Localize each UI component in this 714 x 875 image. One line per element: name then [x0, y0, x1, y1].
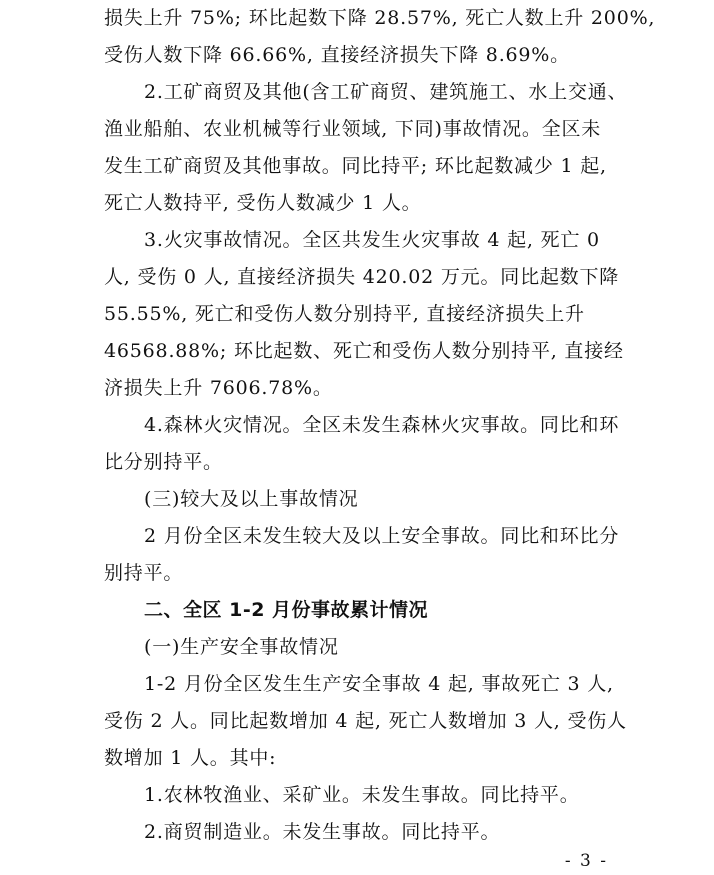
text-line: 发生工矿商贸及其他事故。同比持平; 环比起数减少 1 起, [104, 155, 607, 177]
text-line: 1-2 月份全区发生生产安全事故 4 起, 事故死亡 3 人, [144, 673, 614, 695]
text-line: 数增加 1 人。其中: [104, 747, 277, 769]
subsection-heading: (一)生产安全事故情况 [144, 636, 339, 658]
subsection-heading: (三)较大及以上事故情况 [144, 488, 359, 510]
text-line: 人, 受伤 0 人, 直接经济损失 420.02 万元。同比起数下降 [104, 266, 620, 288]
text-line: 济损失上升 7606.78%。 [104, 377, 333, 399]
text-line: 2.商贸制造业。未发生事故。同比持平。 [144, 821, 501, 843]
text-line: 46568.88%; 环比起数、死亡和受伤人数分别持平, 直接经 [104, 340, 624, 362]
page-number: - 3 - [564, 851, 608, 871]
text-line: 比分别持平。 [104, 451, 223, 473]
text-line: 受伤 2 人。同比起数增加 4 起, 死亡人数增加 3 人, 受伤人 [104, 710, 627, 732]
text-line: 2.工矿商贸及其他(含工矿商贸、建筑施工、水上交通、 [144, 81, 628, 103]
text-line: 渔业船舶、农业机械等行业领域, 下同)事故情况。全区未 [104, 118, 602, 140]
section-heading: 二、全区 1-2 月份事故累计情况 [144, 599, 429, 621]
text-line: 55.55%, 死亡和受伤人数分别持平, 直接经济损失上升 [104, 303, 585, 325]
document-body [104, 0, 656, 851]
text-line: 别持平。 [104, 562, 184, 584]
text-line: 1.农林牧渔业、采矿业。未发生事故。同比持平。 [144, 784, 580, 806]
text-line: 死亡人数持平, 受伤人数减少 1 人。 [104, 192, 422, 214]
text-line: 2 月份全区未发生较大及以上安全事故。同比和环比分 [144, 525, 620, 547]
text-line: 3.火灾事故情况。全区共发生火灾事故 4 起, 死亡 0 [144, 229, 600, 251]
text-line: 受伤人数下降 66.66%, 直接经济损失下降 8.69%。 [104, 44, 570, 66]
text-line: 4.森林火灾情况。全区未发生森林火灾事故。同比和环 [144, 414, 620, 436]
text-line: 损失上升 75%; 环比起数下降 28.57%, 死亡人数上升 200%, [104, 7, 656, 29]
